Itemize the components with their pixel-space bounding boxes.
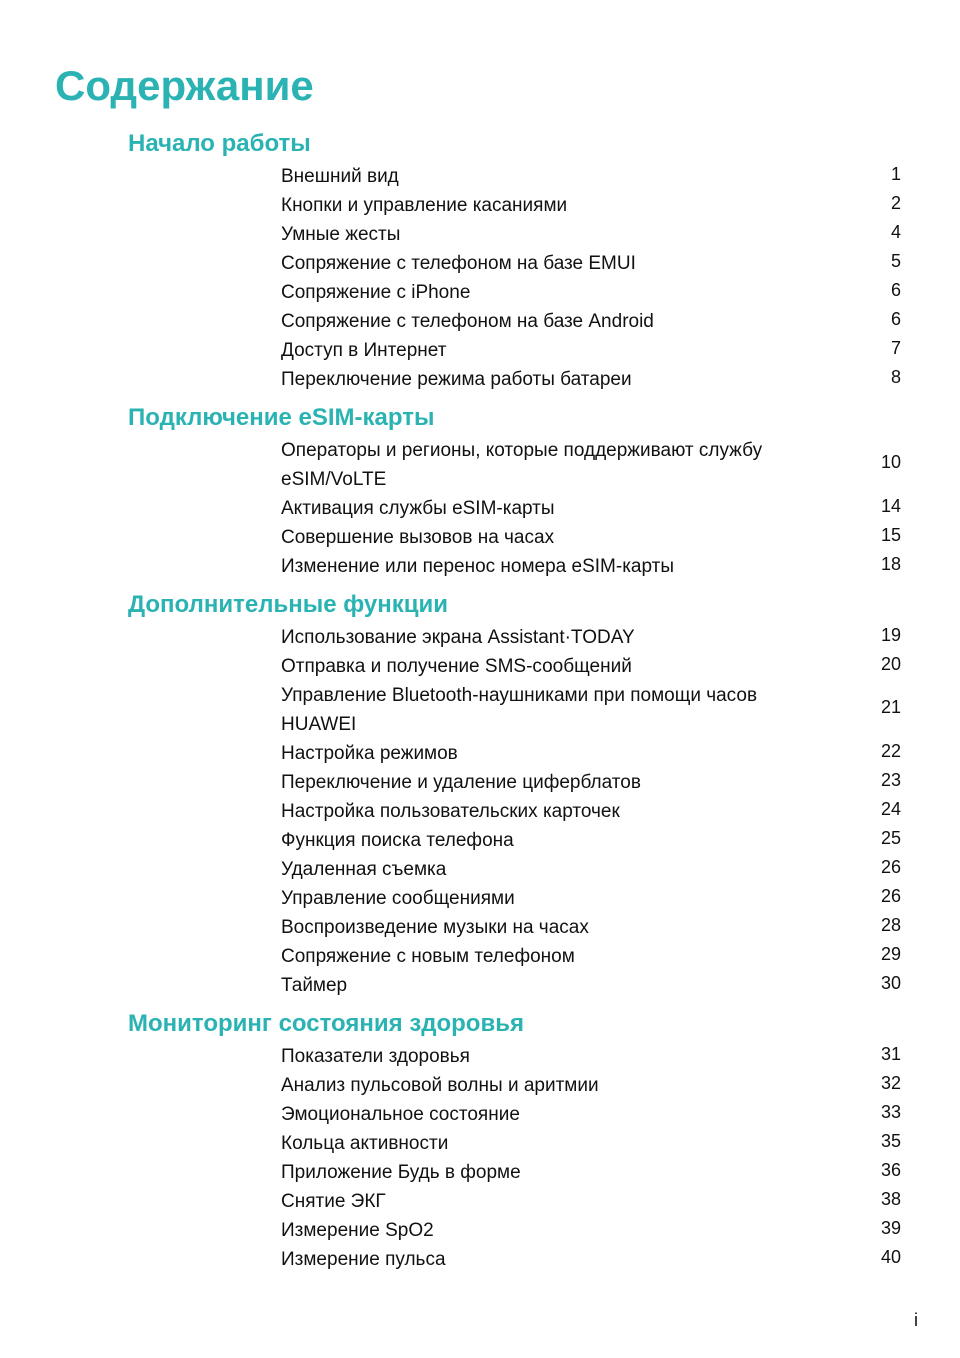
toc-entry[interactable] bbox=[281, 336, 901, 365]
toc-entry-label[interactable]: Операторы и регионы, которые поддерживают службу eSIM/VoLTE bbox=[281, 440, 763, 490]
toc-entry-page-number[interactable]: 14 bbox=[880, 495, 901, 516]
toc-entry-page-number[interactable]: 10 bbox=[880, 451, 901, 472]
toc-entry-label[interactable]: Измерение SpO2 bbox=[281, 1220, 434, 1241]
toc-entry[interactable] bbox=[281, 307, 901, 336]
toc-entry-page-number[interactable]: 8 bbox=[890, 366, 901, 387]
toc-entry[interactable] bbox=[281, 249, 901, 278]
toc-entry[interactable] bbox=[281, 1158, 901, 1187]
toc-entry-page-number[interactable]: 21 bbox=[880, 696, 901, 717]
toc-entry-page-number[interactable]: 25 bbox=[880, 827, 901, 848]
toc-entry[interactable] bbox=[281, 971, 901, 1000]
toc-section bbox=[0, 400, 960, 581]
toc-entry-page-number[interactable]: 26 bbox=[880, 885, 901, 906]
toc-entry-label[interactable]: Функция поиска телефона bbox=[281, 830, 514, 851]
toc-entry-label[interactable]: Приложение Будь в форме bbox=[281, 1162, 521, 1183]
toc-entry-label[interactable]: Настройка пользовательских карточек bbox=[281, 801, 620, 822]
table-of-contents bbox=[0, 126, 960, 1274]
toc-entry-label[interactable]: Таймер bbox=[281, 975, 348, 996]
toc-entry-page-number[interactable]: 40 bbox=[880, 1246, 901, 1267]
toc-section bbox=[0, 1006, 960, 1274]
toc-entry-label[interactable]: Управление сообщениями bbox=[281, 888, 515, 909]
toc-entry[interactable] bbox=[281, 162, 901, 191]
toc-entry-label[interactable]: Управление Bluetooth-наушниками при помощи часов HUAWEI bbox=[281, 685, 758, 735]
toc-entry-page-number[interactable]: 18 bbox=[880, 553, 901, 574]
toc-entry[interactable] bbox=[281, 436, 901, 494]
toc-entry-label[interactable]: Переключение и удаление циферблатов bbox=[281, 772, 641, 793]
toc-entry-label[interactable]: Эмоциональное состояние bbox=[281, 1104, 520, 1125]
toc-entry-page-number[interactable]: 29 bbox=[880, 943, 901, 964]
toc-entry-page-number[interactable]: 31 bbox=[880, 1043, 901, 1064]
toc-entry[interactable] bbox=[281, 1216, 901, 1245]
toc-entry-page-number[interactable]: 15 bbox=[880, 524, 901, 545]
toc-entry-label[interactable]: Активация службы eSIM-карты bbox=[281, 498, 555, 519]
toc-entry-label[interactable]: Удаленная съемка bbox=[281, 859, 447, 880]
section-title[interactable]: Подключение eSIM-карты bbox=[128, 404, 435, 431]
toc-entry-page-number[interactable]: 19 bbox=[880, 624, 901, 645]
toc-entry-page-number[interactable]: 33 bbox=[880, 1101, 901, 1122]
toc-entry-page-number[interactable]: 6 bbox=[890, 308, 901, 329]
toc-entry-label[interactable]: Сопряжение с телефоном на базе Android bbox=[281, 311, 654, 332]
toc-entry[interactable] bbox=[281, 1129, 901, 1158]
toc-entry-page-number[interactable]: 7 bbox=[890, 337, 901, 358]
toc-entry-page-number[interactable]: 38 bbox=[880, 1188, 901, 1209]
toc-entry-page-number[interactable]: 24 bbox=[880, 798, 901, 819]
toc-entry-label[interactable]: Отправка и получение SMS-сообщений bbox=[281, 656, 632, 677]
toc-entry-label[interactable]: Кольца активности bbox=[281, 1133, 449, 1154]
toc-entry-page-number[interactable]: 1 bbox=[890, 163, 901, 184]
page-number: i bbox=[914, 1310, 918, 1330]
toc-entry[interactable] bbox=[281, 1100, 901, 1129]
toc-entry[interactable] bbox=[281, 623, 901, 652]
section-title[interactable]: Мониторинг состояния здоровья bbox=[128, 1010, 524, 1037]
toc-section bbox=[0, 587, 960, 1000]
toc-entry[interactable] bbox=[281, 278, 901, 307]
toc-entry-page-number[interactable]: 5 bbox=[890, 250, 901, 271]
toc-entry-page-number[interactable]: 30 bbox=[880, 972, 901, 993]
toc-entry[interactable] bbox=[281, 220, 901, 249]
toc-entry-page-number[interactable]: 35 bbox=[880, 1130, 901, 1151]
toc-entry-page-number[interactable]: 39 bbox=[880, 1217, 901, 1238]
toc-entry-label[interactable]: Внешний вид bbox=[281, 166, 399, 187]
toc-entry[interactable] bbox=[281, 523, 901, 552]
toc-entry-page-number[interactable]: 23 bbox=[880, 769, 901, 790]
toc-entry[interactable] bbox=[281, 739, 901, 768]
toc-entry[interactable] bbox=[281, 365, 901, 394]
toc-entry-label[interactable]: Доступ в Интернет bbox=[281, 340, 447, 361]
toc-entry-page-number[interactable]: 28 bbox=[880, 914, 901, 935]
toc-entry-label[interactable]: Умные жесты bbox=[281, 224, 401, 245]
toc-entry-page-number[interactable]: 36 bbox=[880, 1159, 901, 1180]
toc-entry-label[interactable]: Воспроизведение музыки на часах bbox=[281, 917, 589, 938]
section-title[interactable]: Начало работы bbox=[128, 130, 311, 157]
toc-entry-label[interactable]: Сопряжение с новым телефоном bbox=[281, 946, 575, 967]
toc-entry-page-number[interactable]: 2 bbox=[890, 192, 901, 213]
toc-entry-label[interactable]: Измерение пульса bbox=[281, 1249, 446, 1270]
toc-entry-label[interactable]: Показатели здоровья bbox=[281, 1046, 470, 1067]
section-title[interactable]: Дополнительные функции bbox=[128, 591, 449, 618]
toc-entry[interactable] bbox=[281, 552, 901, 581]
toc-entry[interactable] bbox=[281, 913, 901, 942]
toc-entry-page-number[interactable]: 4 bbox=[890, 221, 901, 242]
toc-entry-label[interactable]: Переключение режима работы батареи bbox=[281, 369, 632, 390]
toc-entry[interactable] bbox=[281, 652, 901, 681]
toc-entry-label[interactable]: Снятие ЭКГ bbox=[281, 1191, 386, 1212]
toc-entry[interactable] bbox=[281, 826, 901, 855]
toc-entry[interactable] bbox=[281, 494, 901, 523]
toc-entry[interactable] bbox=[281, 191, 901, 220]
toc-entry[interactable] bbox=[281, 942, 901, 971]
toc-entry-page-number[interactable]: 6 bbox=[890, 279, 901, 300]
toc-entry-label[interactable]: Сопряжение с iPhone bbox=[281, 282, 471, 303]
toc-entry[interactable] bbox=[281, 884, 901, 913]
toc-entry-page-number[interactable]: 26 bbox=[880, 856, 901, 877]
toc-entry-label[interactable]: Кнопки и управление касаниями bbox=[281, 195, 568, 216]
toc-entry[interactable] bbox=[281, 1245, 901, 1274]
toc-entry-label[interactable]: Использование экрана Assistant·TODAY bbox=[281, 627, 635, 648]
toc-entry[interactable] bbox=[281, 1071, 901, 1100]
toc-entry[interactable] bbox=[281, 855, 901, 884]
toc-entry[interactable] bbox=[281, 797, 901, 826]
toc-entry-label[interactable]: Настройка режимов bbox=[281, 743, 458, 764]
toc-entry-label[interactable]: Изменение или перенос номера eSIM-карты bbox=[281, 556, 675, 577]
toc-entry-page-number[interactable]: 32 bbox=[880, 1072, 901, 1093]
toc-entry[interactable] bbox=[281, 768, 901, 797]
toc-entry[interactable] bbox=[281, 681, 901, 739]
toc-entry-page-number[interactable]: 22 bbox=[880, 740, 901, 761]
toc-entry-page-number[interactable]: 20 bbox=[880, 653, 901, 674]
toc-entry[interactable] bbox=[281, 1187, 901, 1216]
toc-entry-label[interactable]: Совершение вызовов на часах bbox=[281, 527, 555, 548]
toc-entry-label[interactable]: Сопряжение с телефоном на базе EMUI bbox=[281, 253, 636, 274]
toc-entry[interactable] bbox=[281, 1042, 901, 1071]
page-title: Содержание bbox=[55, 62, 314, 109]
toc-section bbox=[0, 126, 960, 394]
toc-entry-label[interactable]: Анализ пульсовой волны и аритмии bbox=[281, 1075, 599, 1096]
